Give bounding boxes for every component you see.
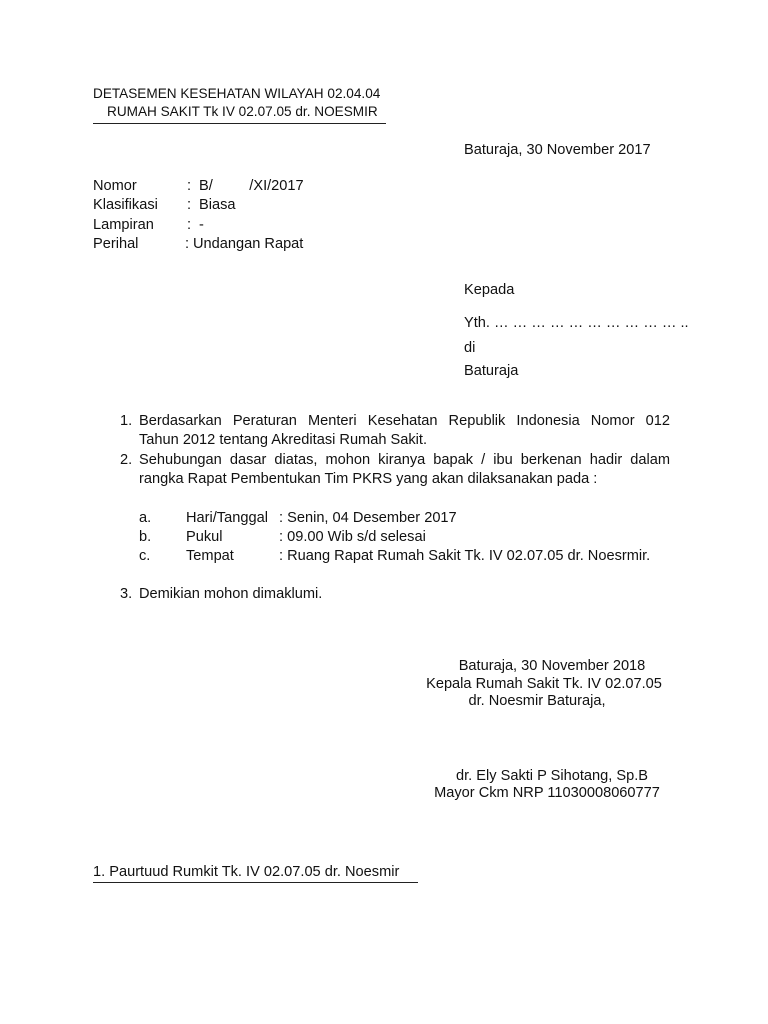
meta-value-perihal: Undangan Rapat [193,236,304,252]
letterhead-underline [93,123,386,124]
recipient-place: Baturaja [464,363,519,379]
meta-label-perihal: Perihal [93,236,139,252]
meta-sep-perihal: : [185,236,190,252]
signatory-rank: Mayor Ckm NRP 11030008060777 [434,785,660,801]
meta-label-nomor: Nomor [93,178,137,194]
body-item-2-line-1: Sehubungan dasar diatas, mohon kiranya bapak / ibu berkenan hadir dalam [139,452,670,468]
letterhead-line-1: DETASEMEN KESEHATAN WILAYAH 02.04.04 [93,86,381,101]
detail-c-value: : Ruang Rapat Rumah Sakit Tk. IV 02.07.05 dr. Noesrmir. [279,548,651,564]
meta-value-lampiran: - [199,217,204,233]
recipient-kepada: Kepada [464,282,515,298]
body-item-1-number: 1. [120,413,133,429]
body-item-3-text: Demikian mohon dimaklumi. [139,586,323,602]
meta-label-klasifikasi: Klasifikasi [93,197,158,213]
detail-b-value: : 09.00 Wib s/d selesai [279,529,426,545]
signature-title: Kepala Rumah Sakit Tk. IV 02.07.05 [426,676,662,692]
copy-recipient: 1. Paurtuud Rumkit Tk. IV 02.07.05 dr. Noesmir [93,864,400,880]
recipient-yth: Yth. … … … … … … … … … … .. [464,315,689,331]
body-item-3-number: 3. [120,586,133,602]
meta-sep-nomor: : [187,178,192,194]
detail-c-label: Tempat [186,548,234,564]
body-item-1-line-2: Tahun 2012 tentang Akreditasi Rumah Sakit. [139,432,428,448]
meta-sep-klasifikasi: : [187,197,192,213]
body-item-2-line-2: rangka Rapat Pembentukan Tim PKRS yang akan dilaksanakan pada : [139,471,598,487]
detail-b-letter: b. [139,529,152,545]
meta-label-lampiran: Lampiran [93,217,154,233]
copy-recipient-underline [93,882,418,883]
detail-c-letter: c. [139,548,151,564]
letterhead-line-2: RUMAH SAKIT Tk IV 02.07.05 dr. NOESMIR [107,104,378,119]
signature-date: Baturaja, 30 November 2018 [458,658,646,674]
meta-value-klasifikasi: Biasa [199,197,236,213]
meta-sep-lampiran: : [187,217,192,233]
signatory-name: dr. Ely Sakti P Sihotang, Sp.B [456,768,648,784]
detail-b-label: Pukul [186,529,223,545]
body-item-2-number: 2. [120,452,133,468]
signature-organization: dr. Noesmir Baturaja, [468,693,606,709]
detail-a-label: Hari/Tanggal [186,510,268,526]
detail-a-value: : Senin, 04 Desember 2017 [279,510,457,526]
letter-date: Baturaja, 30 November 2017 [464,142,651,158]
meta-value-nomor: B/ /XI/2017 [199,178,304,194]
recipient-di: di [464,340,476,356]
detail-a-letter: a. [139,510,152,526]
body-item-1-line-1: Berdasarkan Peraturan Menteri Kesehatan Republik Indonesia Nomor 012 [139,413,670,429]
